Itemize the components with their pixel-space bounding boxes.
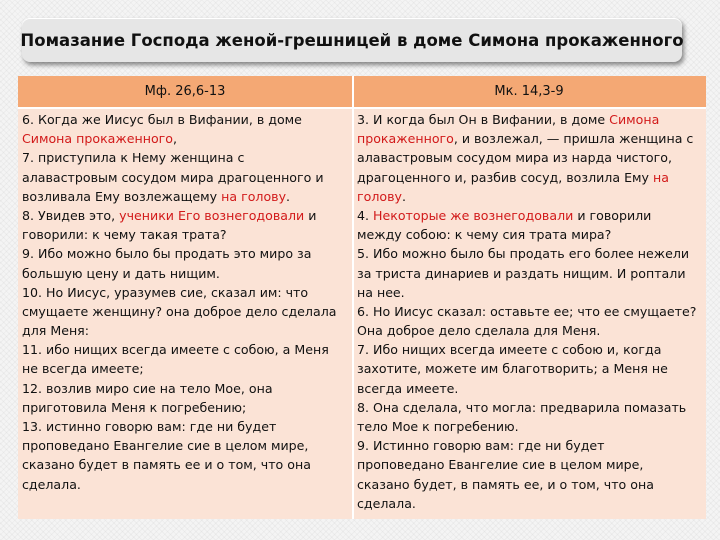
highlighted-text: на голову <box>221 188 287 204</box>
text-segment: возливала Ему возлежащему <box>22 188 222 204</box>
column-header-mark: Мк. 14,3-9 <box>494 84 564 99</box>
text-segment: тело Мое к погребению. <box>357 419 519 434</box>
verse-line <box>22 168 350 187</box>
text-segment: проповедано Евангелие сие в целом мире, <box>357 457 644 473</box>
highlighted-text: прокаженного <box>357 131 454 147</box>
verse-line <box>22 455 350 474</box>
text-segment: 7. Ибо нищих всегда имеете с собою и, когда <box>357 342 662 358</box>
highlighted-text: голову <box>357 188 402 204</box>
verse-line <box>357 321 705 340</box>
text-segment: 6. Но Иисус сказал: оставьте ее; что ее смущаете? <box>357 303 697 319</box>
text-segment: алавастровым сосудом мира из нарда чистого, <box>357 150 672 166</box>
verse-line <box>22 264 350 283</box>
verse-line <box>22 283 350 302</box>
text-segment: захотите, можете им благотворить; а Меня не <box>357 361 668 377</box>
verse-line <box>357 340 705 359</box>
text-segment: смущаете женщину? она доброе дело сделала <box>22 303 337 319</box>
matthew-text <box>22 110 350 494</box>
text-segment: драгоценного и, разбив сосуд, возлила Ему <box>357 169 653 185</box>
table-header-row <box>18 76 706 107</box>
text-segment: для Меня: <box>22 323 90 339</box>
text-segment: 5. Ибо можно было бы продать его более нежели <box>357 246 690 262</box>
text-segment: говорили: к чему такая трата? <box>22 227 227 243</box>
text-segment: 13. истинно говорю вам: где ни будет <box>22 419 277 434</box>
verse-line <box>22 129 350 148</box>
verse-line <box>357 436 705 455</box>
verse-line <box>357 244 705 263</box>
text-segment: 4. <box>357 207 374 223</box>
highlighted-text: Некоторые же вознегодовали <box>373 207 574 223</box>
text-segment: . <box>286 188 291 204</box>
verse-line <box>22 321 350 340</box>
text-segment: 8. Она сделала, что могла: предварила помазать <box>357 399 687 415</box>
text-segment: . <box>401 188 406 204</box>
verse-line <box>22 436 350 455</box>
text-segment: 6. Когда же Иисус был в Вифании, в доме <box>22 112 302 127</box>
text-segment: , <box>172 131 177 147</box>
slide-title: Помазание Господа женой-грешницей в доме Симона прокаженного <box>22 18 682 62</box>
mark-text <box>357 110 705 513</box>
text-segment: и говорили <box>573 207 652 223</box>
verse-line <box>357 359 705 378</box>
text-segment: проповедано Евангелие сие в целом мире, <box>22 438 309 454</box>
text-segment: и <box>304 207 317 223</box>
verse-line <box>22 398 350 417</box>
column-header-matthew: Мф. 26,6-13 <box>144 84 226 99</box>
verse-line <box>357 417 705 436</box>
verse-line <box>357 206 705 225</box>
text-segment: 9. Ибо можно было бы продать это миро за <box>22 246 312 262</box>
text-segment: сказано будет, в память ее, и о том, что она <box>357 476 654 492</box>
highlighted-text: Симона <box>609 112 660 127</box>
text-segment: большую цену и дать нищим. <box>22 265 220 281</box>
verse-line <box>357 148 705 167</box>
verse-line <box>22 244 350 263</box>
highlighted-text: ученики Его вознегодовали <box>119 207 305 223</box>
text-segment: алавастровым сосудом мира драгоценного и <box>22 169 324 185</box>
verse-line <box>22 340 350 359</box>
verse-line <box>22 379 350 398</box>
verse-line <box>357 283 705 302</box>
verse-line <box>22 206 350 225</box>
verse-line <box>22 417 350 436</box>
verse-line <box>22 225 350 244</box>
text-segment: между собою: к чему сия трата мира? <box>357 227 612 243</box>
text-segment: не всегда имеете; <box>22 361 144 377</box>
text-segment: , и возлежал, — пришла женщина с <box>453 131 694 147</box>
verse-line <box>357 398 705 417</box>
text-segment: 7. приступила к Нему женщина с <box>22 150 245 166</box>
verse-line <box>357 168 705 187</box>
text-segment: 9. Истинно говорю вам: где ни будет <box>357 438 605 454</box>
text-segment: 8. Увидев это, <box>22 207 120 223</box>
text-segment: 10. Но Иисус, уразумев сие, сказал им: что <box>22 284 309 300</box>
header-divider <box>18 107 706 109</box>
text-segment: на нее. <box>357 284 405 300</box>
column-divider <box>352 76 354 519</box>
text-segment: сделала. <box>357 495 416 511</box>
text-segment: сделала. <box>22 476 81 492</box>
text-segment: приготовила Меня к погребению; <box>22 399 247 415</box>
verse-line <box>357 302 705 321</box>
verse-line <box>22 187 350 206</box>
verse-line <box>357 379 705 398</box>
verse-line <box>357 475 705 494</box>
text-segment: 12. возлив миро сие на тело Мое, она <box>22 380 273 396</box>
verse-line <box>22 359 350 378</box>
verse-line <box>357 110 705 129</box>
text-segment: всегда имеете. <box>357 380 459 396</box>
text-segment: сказано будет в память ее и о том, что она <box>22 457 311 473</box>
comparison-table <box>18 76 706 519</box>
verse-line <box>22 148 350 167</box>
verse-line <box>357 494 705 513</box>
verse-line <box>22 302 350 321</box>
verse-line <box>22 475 350 494</box>
verse-line <box>357 129 705 148</box>
verse-line <box>357 455 705 474</box>
highlighted-text: Симона прокаженного <box>22 131 173 147</box>
highlighted-text: на <box>653 169 669 185</box>
verse-line <box>22 110 350 129</box>
verse-line <box>357 225 705 244</box>
verse-line <box>357 264 705 283</box>
verse-line <box>357 187 705 206</box>
text-segment: 3. И когда был Он в Вифании, в доме <box>357 112 610 127</box>
text-segment: 11. ибо нищих всегда имеете с собою, а Меня <box>22 342 329 358</box>
text-segment: Она доброе дело сделала для Меня. <box>357 323 601 339</box>
text-segment: за триста динариев и раздать нищим. И роптали <box>357 265 686 281</box>
